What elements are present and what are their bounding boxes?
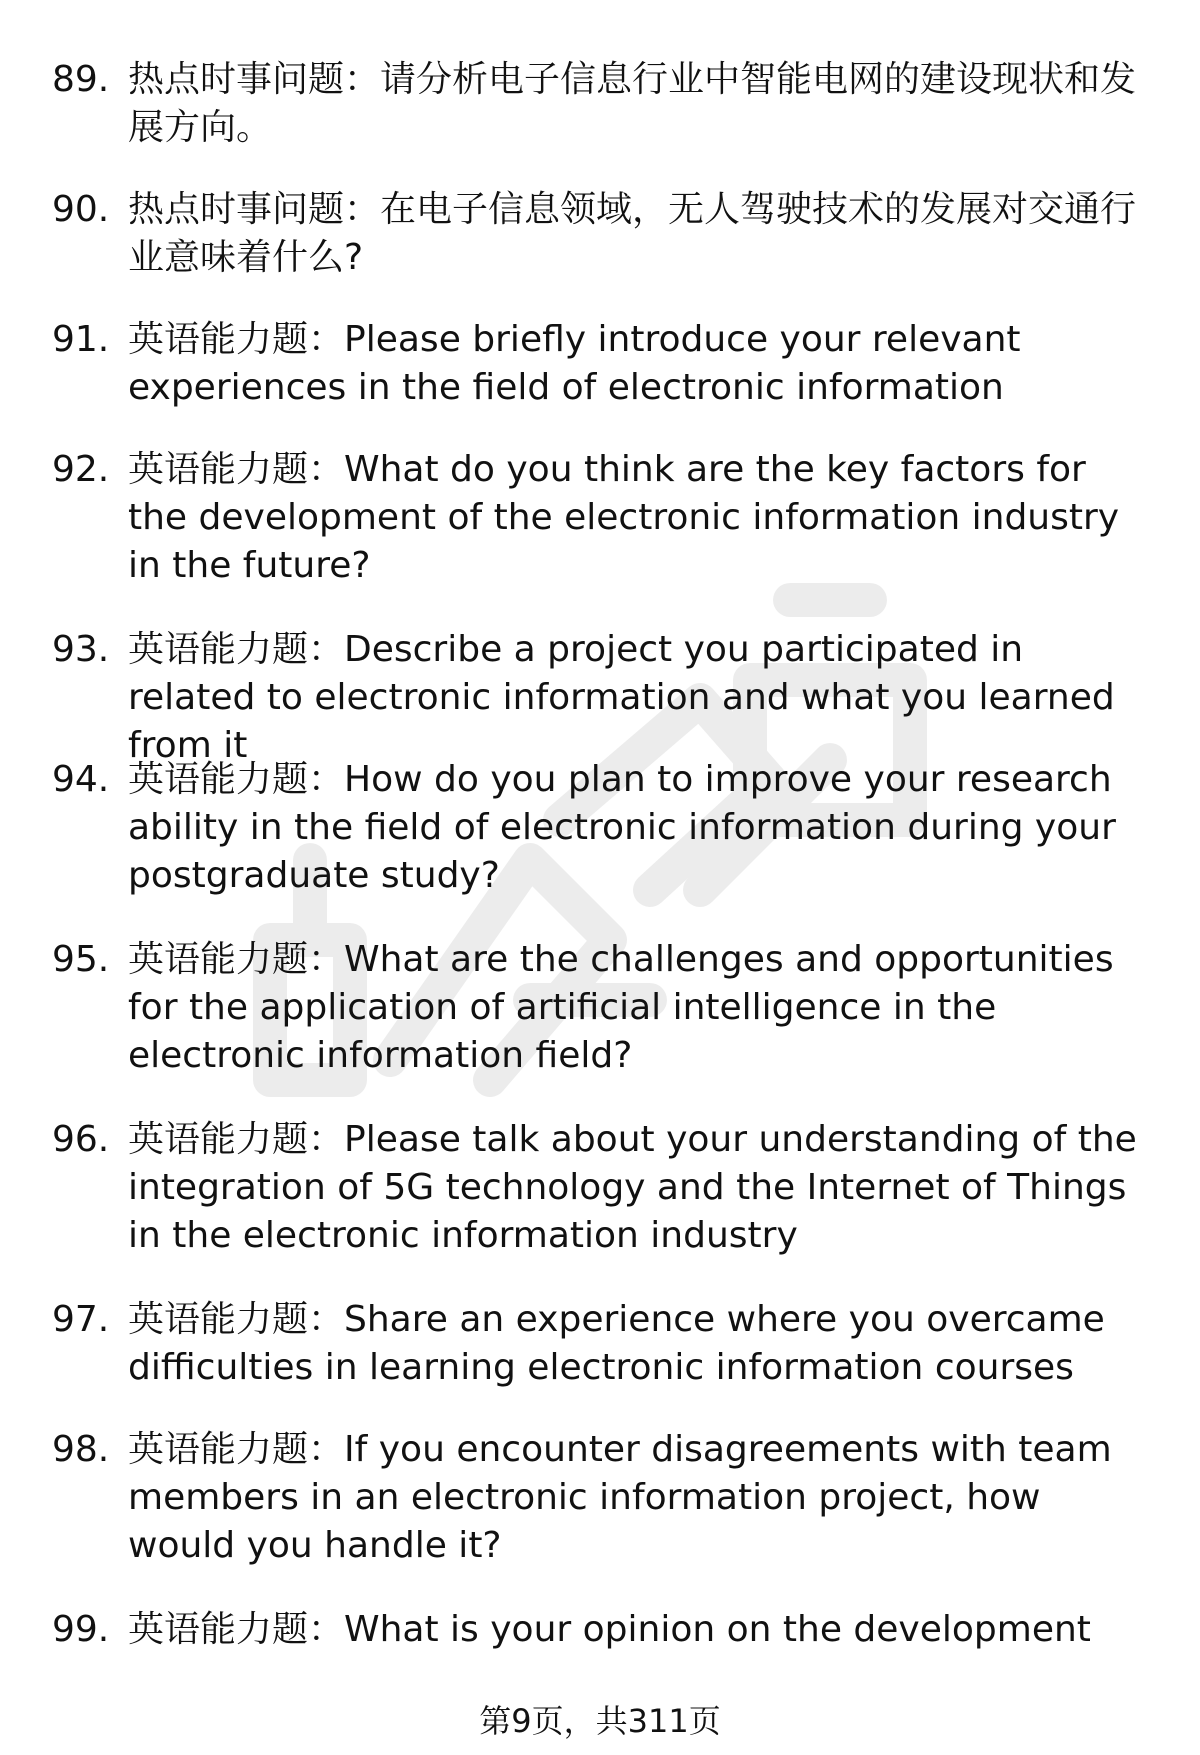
question-number: 92.	[52, 449, 110, 490]
page-number-footer: 第9页，共311页	[479, 1702, 721, 1740]
question-text	[128, 56, 1140, 152]
question-text	[128, 1426, 1140, 1570]
question-number: 93.	[52, 629, 110, 670]
question-number: 89.	[52, 59, 110, 100]
question-category: 热点时事问题：	[128, 59, 381, 100]
question-text	[128, 756, 1140, 900]
question-number: 98.	[52, 1429, 110, 1470]
question-body: Please talk about your understanding of the integration of 5G technology and the Internet of Things in the electronic information industry	[128, 1119, 1137, 1256]
question-number: 97.	[52, 1299, 110, 1340]
question-body: What are the challenges and opportunities for the application of artificial intelligence in the electronic information field?	[128, 939, 1114, 1076]
question-body: If you encounter disagreements with team members in an electronic information project, how would you handle it?	[128, 1429, 1112, 1566]
question-category: 英语能力题：	[128, 939, 345, 980]
question-category: 英语能力题：	[128, 1609, 345, 1650]
question-body: How do you plan to improve your research ability in the field of electronic information during your postgraduate study?	[128, 759, 1116, 896]
question-category: 英语能力题：	[128, 1299, 345, 1340]
question-category: 英语能力题：	[128, 1119, 345, 1160]
question-text	[128, 936, 1140, 1080]
question-body: Please briefly introduce your relevant experiences in the field of electronic information	[128, 319, 1021, 408]
question-number: 91.	[52, 319, 110, 360]
question-number: 96.	[52, 1119, 110, 1160]
question-body: 请分析电子信息行业中智能电网的建设现状和发展方向。	[128, 59, 1137, 148]
question-category: 英语能力题：	[128, 1429, 345, 1470]
question-body: 在电子信息领域，无人驾驶技术的发展对交通行业意味着什么?	[128, 189, 1137, 278]
question-body: What do you think are the key factors for the development of the electronic information industry in the future?	[128, 449, 1120, 586]
question-category: 英语能力题：	[128, 319, 345, 360]
question-body: Describe a project you participated in related to electronic information and what you learned from it	[128, 629, 1115, 766]
question-text	[128, 1606, 1140, 1654]
question-text	[128, 1296, 1140, 1392]
question-text	[128, 446, 1140, 590]
question-body: What is your opinion on the development	[344, 1609, 1091, 1650]
question-category: 热点时事问题：	[128, 189, 381, 230]
question-text	[128, 1116, 1140, 1260]
question-category: 英语能力题：	[128, 759, 345, 800]
question-category: 英语能力题：	[128, 449, 345, 490]
question-number: 99.	[52, 1609, 110, 1650]
question-text	[128, 186, 1140, 282]
question-category: 英语能力题：	[128, 629, 345, 670]
question-number: 94.	[52, 759, 110, 800]
question-number: 90.	[52, 189, 110, 230]
question-text	[128, 626, 1140, 770]
question-text	[128, 316, 1140, 412]
question-number: 95.	[52, 939, 110, 980]
question-body: Share an experience where you overcame difficulties in learning electronic information courses	[128, 1299, 1105, 1388]
